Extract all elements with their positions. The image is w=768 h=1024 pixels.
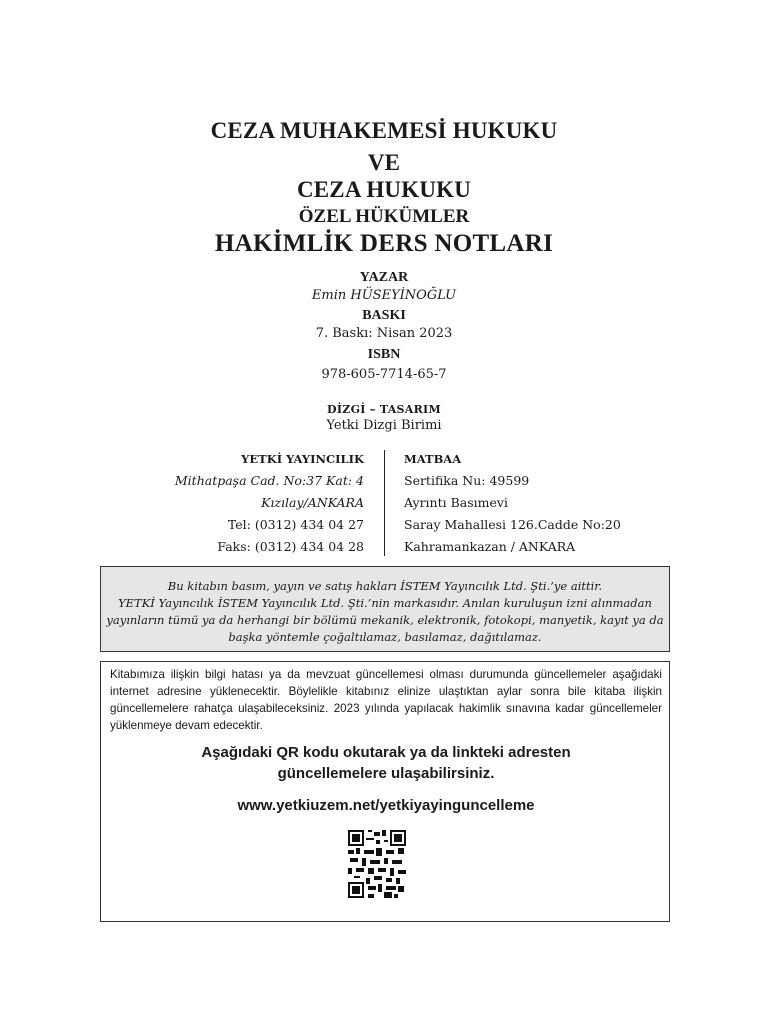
update-info-paragraph: Kitabımıza ilişkin bilgi hatası ya da mevzuat güncellemesi olması durumunda güncellemeler aşağıdaki internet adresine yüklenecektir. Böylelikle kitabınız elinize ulaştıktan aylar sonra bile kitaba ilişkin güncellemelere rahatça ulaşabileceksiniz. 2023 yılında yapılacak hakimlik sınavına kadar güncellemeler yüklenmeye devam edecektir.: [110, 668, 662, 732]
book-title-line2: VE: [367, 150, 401, 175]
copyright-line2: YETKİ Yayıncılık İSTEM Yayıncılık Ltd. Şti.’nin markasıdır. Anılan kuruluşun izni alınmadan: [118, 596, 652, 610]
book-title-main: HAKİMLİK DERS NOTLARI: [214, 230, 554, 257]
design-label: DİZGİ – TASARIM: [327, 403, 441, 416]
printer-certificate: Sertifika Nu: 49599: [404, 473, 530, 488]
book-title-line3: CEZA HUKUKU: [296, 177, 472, 202]
printer-address2: Kahramankazan / ANKARA: [404, 539, 576, 554]
publisher-phone: Tel: (0312) 434 04 27: [227, 517, 364, 532]
publisher-name: YETKİ YAYINCILIK: [241, 452, 364, 466]
publisher-fax: Faks: (0312) 434 04 28: [217, 539, 364, 554]
printer-name: Ayrıntı Basımevi: [404, 495, 508, 510]
update-link[interactable]: www.yetkiuzem.net/yetkiyayinguncelleme: [237, 797, 535, 814]
copyright-notice: [100, 566, 670, 652]
isbn-value: 978-605-7714-65-7: [321, 367, 447, 382]
copyright-line3: yayınların tümü ya da herhangi bir bölümü mekanik, elektronik, fotokopi, manyetik, kayıt ya da: [106, 613, 664, 627]
printer-address1: Saray Mahallesi 126.Cadde No:20: [404, 517, 621, 532]
update-info-box: [100, 661, 670, 922]
book-subtitle: ÖZEL HÜKÜMLER: [298, 206, 470, 227]
printer-label: MATBAA: [404, 452, 462, 466]
edition-label: BASKI: [362, 308, 406, 323]
edition-value: 7. Baskı: Nisan 2023: [315, 326, 453, 341]
update-info-heading-line2: güncellemelere ulaşabilirsiniz.: [277, 765, 495, 782]
design-value: Yetki Dizgi Birimi: [326, 418, 442, 433]
column-divider: [384, 450, 385, 556]
copyright-line4: başka yöntemle çoğaltılamaz, basılamaz, dağıtılamaz.: [228, 630, 542, 644]
publisher-address2: Kızılay/ANKARA: [261, 495, 364, 510]
author-name: Emin HÜSEYİNOĞLU: [311, 288, 457, 303]
book-title-line1: CEZA MUHAKEMESİ HUKUKU: [210, 118, 558, 143]
publisher-address1: Mithatpaşa Cad. No:37 Kat: 4: [174, 473, 364, 488]
author-label: YAZAR: [359, 270, 409, 285]
qr-code-icon[interactable]: [348, 830, 406, 898]
update-info-heading-line1: Aşağıdaki QR kodu okutarak ya da linkteki adresten: [201, 744, 571, 761]
isbn-label: ISBN: [367, 347, 401, 362]
copyright-line1: Bu kitabın basım, yayın ve satış hakları İSTEM Yayıncılık Ltd. Şti.’ye aittir.: [167, 579, 603, 593]
